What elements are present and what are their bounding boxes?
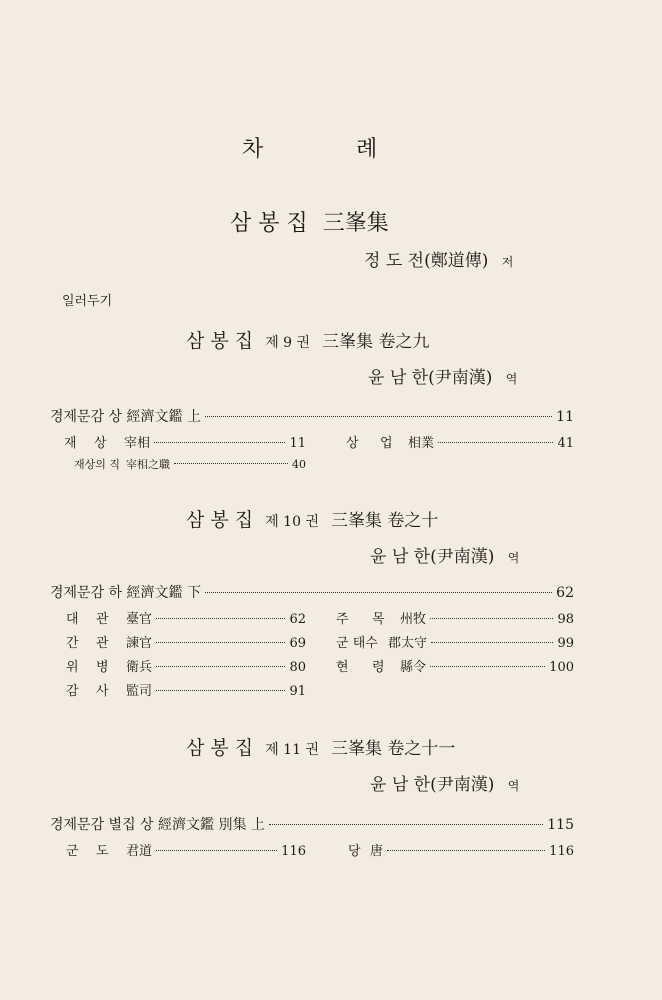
entry-page: 69 xyxy=(289,636,306,651)
translator-line xyxy=(370,770,519,795)
entry-label-a: 대 xyxy=(66,612,79,627)
toc-sub-entry xyxy=(336,656,574,675)
dot-leader xyxy=(156,618,285,619)
book-title-korean: 삼 봉 집 xyxy=(230,211,308,236)
entry-page: 11 xyxy=(289,436,306,451)
entry-page: 91 xyxy=(289,684,306,699)
entry-page: 41 xyxy=(557,436,574,451)
entry-hanja: 君道 xyxy=(126,844,153,859)
dot-leader xyxy=(438,442,553,443)
toc-sub-entry xyxy=(66,656,306,675)
entry-label-a: 감 xyxy=(66,684,79,699)
book-title xyxy=(230,206,389,237)
toc-sub-entry xyxy=(66,680,306,699)
dot-leader xyxy=(430,618,553,619)
translator-line xyxy=(370,542,519,567)
entry-label-b: 도 xyxy=(96,844,109,859)
author-role: 저 xyxy=(501,255,514,269)
dot-leader xyxy=(269,824,543,825)
entry-page: 80 xyxy=(289,660,306,675)
dot-leader xyxy=(154,442,285,443)
translator-name: 윤 남 한(尹南漢) xyxy=(370,547,495,567)
toc-main-entry xyxy=(50,582,574,602)
entry-page: 62 xyxy=(556,585,574,601)
entry-label-b: 업 xyxy=(380,436,393,451)
entry-label-b: 관 xyxy=(96,636,109,651)
entry-label-b: 령 xyxy=(372,660,385,675)
toc-sub-entry xyxy=(336,632,574,651)
volume-number: 제 10 권 xyxy=(265,514,319,530)
entry-hanja: 唐 xyxy=(370,844,384,859)
toc-main-entry xyxy=(50,814,574,834)
translator-role: 역 xyxy=(505,372,518,386)
toc-sub-entry xyxy=(346,432,574,451)
dot-leader xyxy=(156,666,285,667)
volume-number: 제 11 권 xyxy=(265,742,319,758)
author-name: 정 도 전(鄭道傳) xyxy=(364,251,489,271)
dot-leader xyxy=(431,642,553,643)
entry-label-b: 상 xyxy=(94,436,107,451)
entry-label-a: 재 xyxy=(64,436,77,451)
dot-leader xyxy=(174,463,288,464)
entry-label-a: 재상의 직 xyxy=(74,458,121,471)
entry-label-b: 관 xyxy=(96,612,109,627)
volume-title-korean: 삼 봉 집 xyxy=(186,330,254,352)
entry-label-a: 상 xyxy=(346,436,359,451)
toc-sub-entry xyxy=(66,840,306,859)
entry-hanja: 諫官 xyxy=(126,636,153,651)
notes-entry: 일러두기 xyxy=(62,294,113,309)
entry-hanja: 宰相之職 xyxy=(126,458,171,471)
entry-hanja: 相業 xyxy=(408,436,435,451)
entry-label-b: 병 xyxy=(96,660,109,675)
entry-label: 경제문감 하 經濟文鑑 下 xyxy=(50,585,201,601)
toc-title-left: 차 xyxy=(242,137,266,162)
entry-hanja: 郡太守 xyxy=(388,636,428,651)
entry-hanja: 州牧 xyxy=(400,612,427,627)
dot-leader xyxy=(156,850,277,851)
translator-name: 윤 남 한(尹南漢) xyxy=(370,775,495,795)
translator-role: 역 xyxy=(507,779,520,793)
entry-label-b: 목 xyxy=(372,612,385,627)
entry-label-a: 간 xyxy=(66,636,79,651)
toc-sub-entry xyxy=(66,608,306,627)
entry-page: 100 xyxy=(549,660,574,675)
toc-sub-entry xyxy=(66,632,306,651)
toc-sub-entry xyxy=(64,432,306,451)
volume-hanja: 三峯集 卷之九 xyxy=(322,332,430,352)
dot-leader xyxy=(205,416,552,417)
entry-hanja: 宰相 xyxy=(124,436,151,451)
entry-page: 40 xyxy=(292,458,306,471)
entry-page: 99 xyxy=(557,636,574,651)
toc-title-right: 례 xyxy=(356,137,380,162)
entry-page: 116 xyxy=(281,844,306,859)
volume-title xyxy=(186,733,455,760)
author-line xyxy=(364,246,513,271)
dot-leader xyxy=(430,666,545,667)
volume-title-korean: 삼 봉 집 xyxy=(186,737,254,759)
entry-label-b: 사 xyxy=(96,684,109,699)
volume-hanja: 三峯集 卷之十一 xyxy=(331,739,456,759)
book-title-hanja: 三峯集 xyxy=(322,211,389,236)
entry-label-a: 위 xyxy=(66,660,79,675)
dot-leader xyxy=(387,850,545,851)
entry-label-a: 군 xyxy=(66,844,79,859)
entry-page: 115 xyxy=(547,817,574,833)
entry-label-a: 주 xyxy=(336,612,349,627)
entry-page: 98 xyxy=(557,612,574,627)
entry-hanja: 衛兵 xyxy=(126,660,153,675)
dot-leader xyxy=(156,690,285,691)
dot-leader xyxy=(156,642,285,643)
volume-title xyxy=(186,326,430,353)
translator-role: 역 xyxy=(507,551,520,565)
volume-title xyxy=(186,505,438,532)
toc-main-entry xyxy=(50,406,574,426)
entry-page: 62 xyxy=(289,612,306,627)
volume-hanja: 三峯集 卷之十 xyxy=(331,511,439,531)
dot-leader xyxy=(205,592,552,593)
toc-sub-entry xyxy=(74,456,306,472)
toc-sub-entry xyxy=(336,608,574,627)
entry-label: 경제문감 상 經濟文鑑 上 xyxy=(50,409,201,425)
volume-number: 제 9 권 xyxy=(265,335,311,351)
toc-sub-entry xyxy=(348,840,574,859)
entry-hanja: 監司 xyxy=(126,684,153,699)
volume-title-korean: 삼 봉 집 xyxy=(186,509,254,531)
entry-hanja: 臺官 xyxy=(126,612,153,627)
entry-page: 116 xyxy=(549,844,574,859)
entry-label-a: 현 xyxy=(336,660,349,675)
entry-page: 11 xyxy=(556,409,574,425)
entry-label-a: 당 xyxy=(348,844,361,859)
translator-name: 윤 남 한(尹南漢) xyxy=(368,368,493,388)
translator-line xyxy=(368,363,517,388)
entry-label: 경제문감 별집 상 經濟文鑑 別集 上 xyxy=(50,817,265,833)
entry-hanja: 縣令 xyxy=(400,660,427,675)
entry-label-a: 군 태수 xyxy=(336,636,378,651)
